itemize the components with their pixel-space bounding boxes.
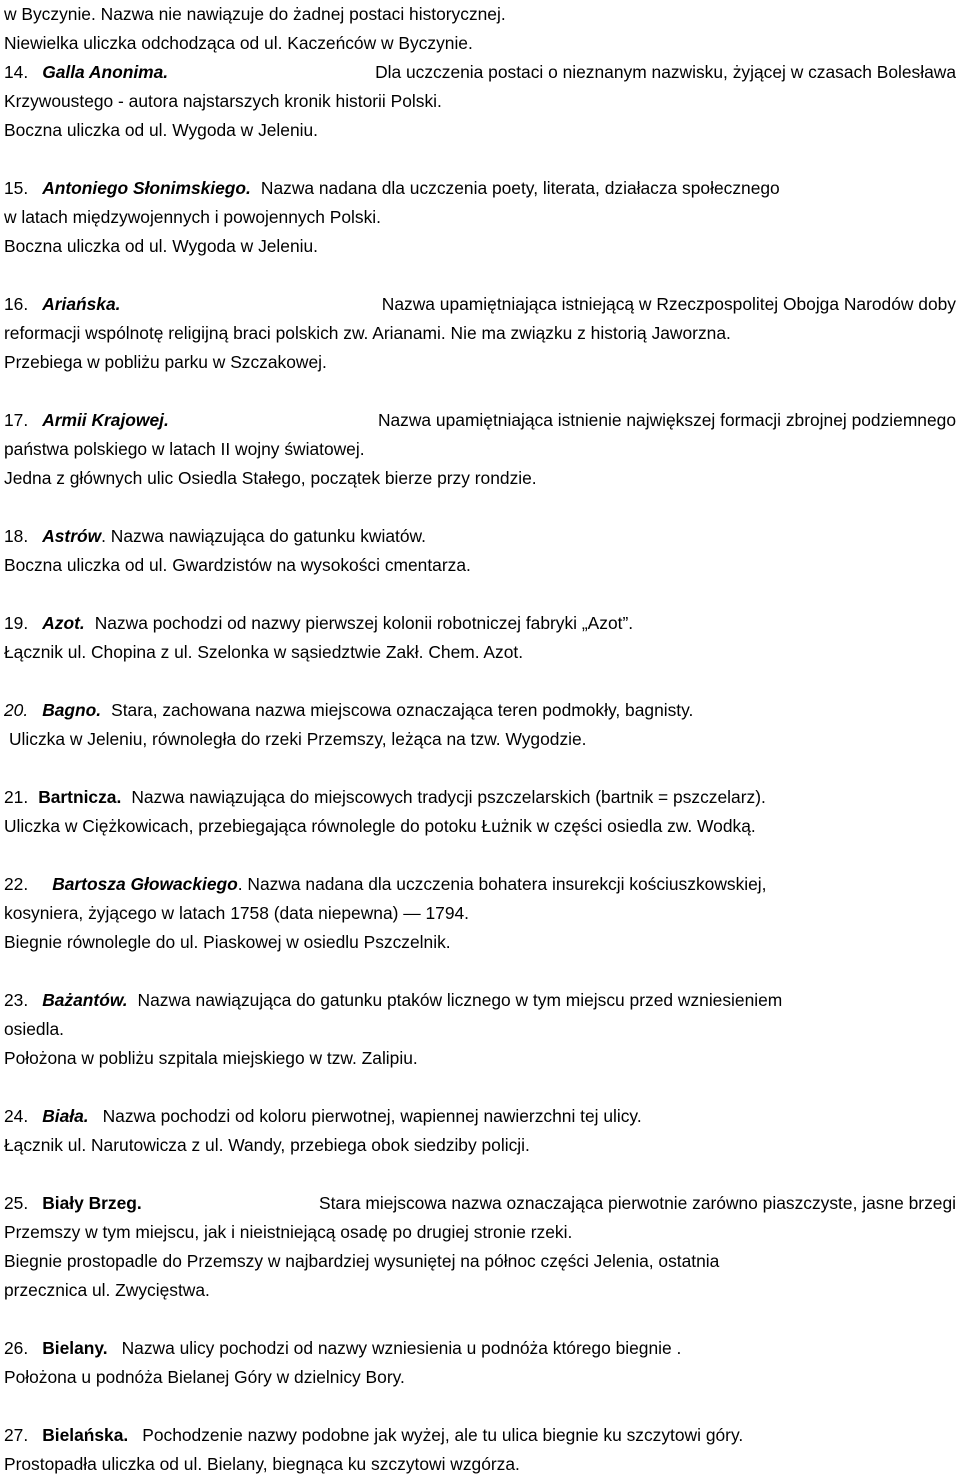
entry-number: 22. bbox=[4, 874, 29, 894]
description-line: Dla uczczenia postaci o nieznanym nazwisku, żyjącej w czasach Bolesława bbox=[375, 62, 956, 82]
entry-heading-line bbox=[4, 58, 956, 87]
location-line: przecznica ul. Zwycięstwa. bbox=[4, 1280, 210, 1300]
entry-number: 18. bbox=[4, 526, 29, 546]
entry-18 bbox=[4, 522, 956, 580]
street-name: Bagno. bbox=[42, 700, 102, 720]
street-name: Bartosza Głowackiego bbox=[52, 874, 238, 894]
description-line: w latach międzywojennych i powojennych Polski. bbox=[4, 207, 381, 227]
entry-heading-line bbox=[4, 986, 956, 1015]
description-text: . Nazwa nadana dla uczczenia bohatera insurekcji kościuszkowskiej, bbox=[237, 874, 767, 894]
description-text: Nazwa nawiązująca do miejscowych tradycji pszczelarskich (bartnik = pszczelarz). bbox=[131, 787, 766, 807]
entry-13-continuation bbox=[4, 0, 956, 58]
entry-number: 26. bbox=[4, 1338, 29, 1358]
entry-16 bbox=[4, 290, 956, 377]
location-line: Położona w pobliżu szpitala miejskiego w tzw. Zalipiu. bbox=[4, 1048, 418, 1068]
entry-heading-line bbox=[4, 1189, 956, 1218]
street-name: Astrów bbox=[42, 526, 102, 546]
entry-heading-line bbox=[4, 522, 956, 551]
entry-17 bbox=[4, 406, 956, 493]
entry-23 bbox=[4, 986, 956, 1073]
entry-number: 21. bbox=[4, 787, 29, 807]
street-name: Galla Anonima. bbox=[42, 62, 169, 82]
street-name: Biała. bbox=[42, 1106, 89, 1126]
entry-heading-line bbox=[4, 696, 956, 725]
entry-heading-line bbox=[4, 174, 956, 203]
description-text: Nazwa ulicy pochodzi od nazwy wzniesienia u podnóża którego biegnie . bbox=[121, 1338, 682, 1358]
entry-27 bbox=[4, 1421, 956, 1479]
entry-number: 16. bbox=[4, 294, 29, 314]
description-line: kosyniera, żyjącego w latach 1758 (data niepewna) — 1794. bbox=[4, 903, 469, 923]
entry-15 bbox=[4, 174, 956, 261]
entry-26 bbox=[4, 1334, 956, 1392]
location-line: Boczna uliczka od ul. Gwardzistów na wysokości cmentarza. bbox=[4, 555, 471, 575]
street-name: Azot. bbox=[42, 613, 85, 633]
entry-number: 17. bbox=[4, 410, 29, 430]
location-line: Biegnie prostopadle do Przemszy w najbardziej wysuniętej na północ części Jelenia, ostatnia bbox=[4, 1251, 720, 1271]
entry-heading-line bbox=[4, 1102, 956, 1131]
description-text: Stara, zachowana nazwa miejscowa oznaczająca teren podmokły, bagnisty. bbox=[111, 700, 694, 720]
location-line: Niewielka uliczka odchodząca od ul. Kaczeńców w Byczynie. bbox=[4, 33, 473, 53]
entry-22 bbox=[4, 870, 956, 957]
description-text: Nazwa pochodzi od koloru pierwotnej, wapiennej nawierzchni tej ulicy. bbox=[102, 1106, 642, 1126]
entry-number: 27. bbox=[4, 1425, 29, 1445]
entry-14 bbox=[4, 58, 956, 145]
entry-number: 19. bbox=[4, 613, 29, 633]
description-text: Stara miejscowa nazwa oznaczająca pierwotnie zarówno piaszczyste, jasne brzegi bbox=[319, 1193, 956, 1213]
street-name: Bielany. bbox=[42, 1338, 108, 1358]
street-name: Bażantów. bbox=[42, 990, 128, 1010]
entry-heading-line bbox=[4, 1334, 956, 1363]
description-text: Nazwa upamiętniająca istniejącą w Rzeczpospolitej Obojga Narodów doby bbox=[381, 294, 956, 314]
location-line: Prostopadła uliczka od ul. Bielany, biegnąca ku szczytowi wzgórza. bbox=[4, 1454, 520, 1474]
street-name: Bielańska. bbox=[42, 1425, 129, 1445]
street-name: Armii Krajowej. bbox=[42, 410, 169, 430]
entry-number: 25. bbox=[4, 1193, 29, 1213]
location-line: Uliczka w Ciężkowicach, przebiegająca równolegle do potoku Łużnik w części osiedla zw. Wodką. bbox=[4, 816, 756, 836]
street-name: Ariańska. bbox=[42, 294, 121, 314]
location-line: Jedna z głównych ulic Osiedla Stałego, początek bierze przy rondzie. bbox=[4, 468, 537, 488]
street-name: Biały Brzeg. bbox=[42, 1193, 142, 1213]
description-text: Nazwa upamiętniająca istnienie największej formacji zbrojnej podziemnego bbox=[377, 410, 956, 430]
description-text: Nazwa pochodzi od nazwy pierwszej kolonii robotniczej fabryki „Azot”. bbox=[94, 613, 634, 633]
entry-number: 15. bbox=[4, 178, 29, 198]
description-text: Nazwa nadana dla uczczenia poety, literata, działacza społecznego bbox=[260, 178, 780, 198]
description-line: w Byczynie. Nazwa nie nawiązuje do żadnej postaci historycznej. bbox=[4, 4, 506, 24]
location-line: Biegnie równolegle do ul. Piaskowej w osiedlu Pszczelnik. bbox=[4, 932, 451, 952]
location-line: Położona u podnóża Bielanej Góry w dzielnicy Bory. bbox=[4, 1367, 405, 1387]
entry-24 bbox=[4, 1102, 956, 1160]
entry-number: 23. bbox=[4, 990, 29, 1010]
description-line: Krzywoustego - autora najstarszych kronik historii Polski. bbox=[4, 91, 442, 111]
entry-heading-line bbox=[4, 1421, 956, 1450]
entry-25 bbox=[4, 1189, 956, 1305]
entry-19 bbox=[4, 609, 956, 667]
entry-heading-line bbox=[4, 406, 956, 435]
entry-21 bbox=[4, 783, 956, 841]
entry-heading-line bbox=[4, 290, 956, 319]
description-line: Przemszy w tym miejscu, jak i nieistniejącą osadę po drugiej stronie rzeki. bbox=[4, 1222, 573, 1242]
location-line: Przebiega w pobliżu parku w Szczakowej. bbox=[4, 352, 327, 372]
location-line: Boczna uliczka od ul. Wygoda w Jeleniu. bbox=[4, 236, 319, 256]
entry-heading-line bbox=[4, 609, 956, 638]
description-text: Nazwa nawiązująca do gatunku ptaków licznego w tym miejscu przed wzniesieniem bbox=[137, 990, 783, 1010]
entry-number: 24. bbox=[4, 1106, 29, 1126]
entry-number: 14. bbox=[4, 62, 29, 82]
entry-heading-line bbox=[4, 783, 956, 812]
description-text: . Nazwa nawiązująca do gatunku kwiatów. bbox=[101, 526, 426, 546]
location-line: Łącznik ul. Narutowicza z ul. Wandy, przebiega obok siedziby policji. bbox=[4, 1135, 530, 1155]
entry-heading-line bbox=[4, 870, 956, 899]
location-line: Łącznik ul. Chopina z ul. Szelonka w sąsiedztwie Zakł. Chem. Azot. bbox=[4, 642, 524, 662]
entry-20 bbox=[4, 696, 956, 754]
description-line: osiedla. bbox=[4, 1019, 64, 1039]
description-line: reformacji wspólnotę religijną braci polskich zw. Arianami. Nie ma związku z historią Jaworzna. bbox=[4, 323, 731, 343]
description-line: państwa polskiego w latach II wojny światowej. bbox=[4, 439, 365, 459]
location-line: Boczna uliczka od ul. Wygoda w Jeleniu. bbox=[4, 120, 319, 140]
entry-number: 20. bbox=[4, 700, 29, 720]
location-line: Uliczka w Jeleniu, równoległa do rzeki Przemszy, leżąca na tzw. Wygodzie. bbox=[9, 729, 587, 749]
street-name: Bartnicza. bbox=[38, 787, 122, 807]
street-name: Antoniego Słonimskiego. bbox=[42, 178, 251, 198]
description-text: Pochodzenie nazwy podobne jak wyżej, ale tu ulica biegnie ku szczytowi góry. bbox=[142, 1425, 744, 1445]
